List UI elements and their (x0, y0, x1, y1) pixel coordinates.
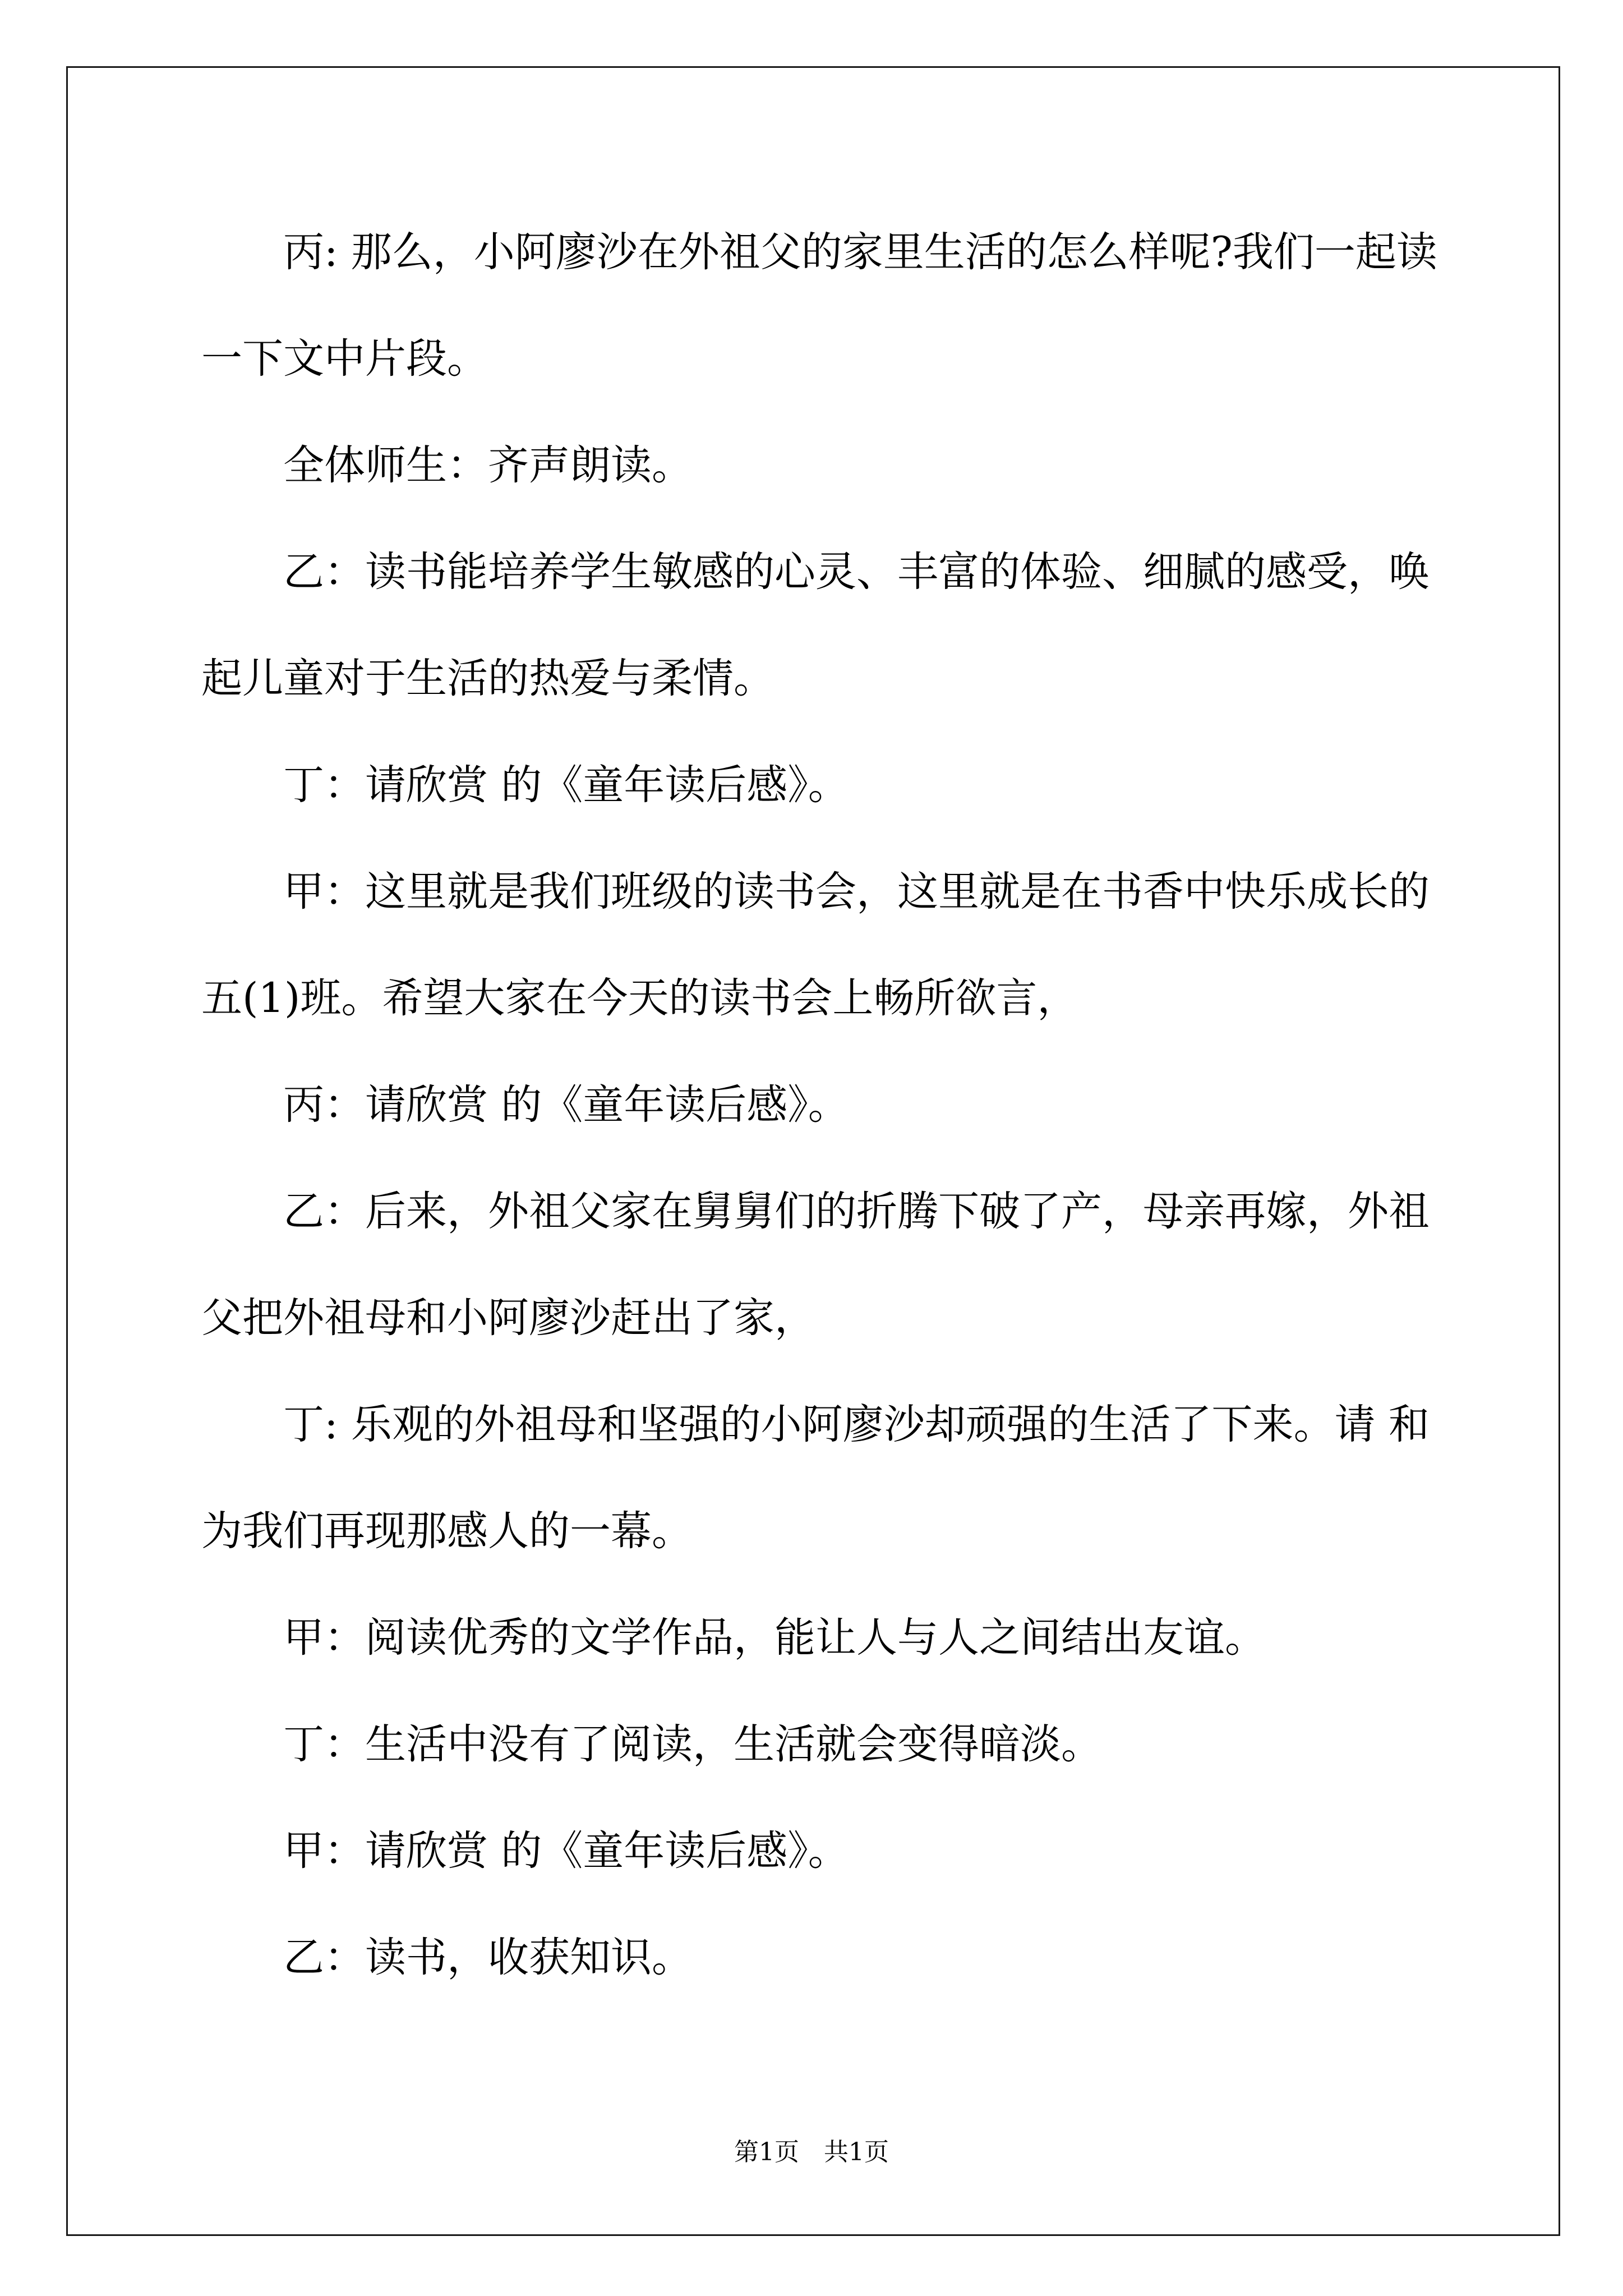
paragraph (201, 1372, 1430, 1585)
paragraph (201, 519, 1430, 732)
paragraph-line: 丁：生活中没有了阅读，生活就会变得暗淡。 (283, 1720, 1102, 1768)
paragraph (201, 732, 1430, 839)
document-body (201, 199, 1437, 2011)
paragraph (201, 1585, 1430, 1691)
paragraph-line: 甲：这里就是我们班级的读书会，这里就是在书香中快乐成长的 (283, 868, 1430, 915)
paragraph-line: 丙: 那么，小阿廖沙在外祖父的家里生活的怎么样呢?我们一起读 (283, 228, 1437, 276)
paragraph (201, 1798, 1430, 1904)
paragraph-line: 乙：后来，外祖父家在舅舅们的折腾下破了产，母亲再嫁，外祖 (283, 1188, 1430, 1235)
paragraph-line: 丁: 乐观的外祖母和坚强的小阿廖沙却顽强的生活了下来。请 和 (283, 1401, 1430, 1448)
paragraph-line: 五(1)班。希望大家在今天的读书会上畅所欲言， (201, 974, 1078, 1022)
paragraph-line: 丁：请欣赏 的《童年读后感》。 (283, 761, 849, 809)
paragraph-line: 甲：阅读优秀的文学作品，能让人与人之间结出友谊。 (283, 1614, 1266, 1662)
paragraph (201, 1158, 1430, 1372)
paragraph-line: 父把外祖母和小阿廖沙赶出了家， (201, 1294, 815, 1342)
paragraph (201, 199, 1437, 412)
paragraph-line: 乙：读书，收获知识。 (283, 1934, 693, 1981)
paragraph-line: 一下文中片段。 (201, 335, 488, 383)
page-footer: 第1页 共1页 (734, 2138, 889, 2166)
paragraph-line: 乙：读书能培养学生敏感的心灵、丰富的体验、细腻的感受，唤 (283, 548, 1430, 596)
paragraph (201, 839, 1430, 1052)
paragraph (201, 412, 1430, 519)
paragraph-line: 全体师生：齐声朗读。 (283, 441, 693, 489)
paragraph-line: 起儿童对于生活的热爱与柔情。 (201, 655, 774, 702)
paragraph-line: 丙：请欣赏 的《童年读后感》。 (283, 1081, 849, 1129)
paragraph (201, 1691, 1430, 1798)
paragraph-line: 为我们再现那感人的一幕。 (201, 1507, 693, 1555)
paragraph (201, 1904, 1430, 2011)
paragraph-line: 甲：请欣赏 的《童年读后感》。 (283, 1827, 849, 1875)
paragraph (201, 1052, 1430, 1158)
